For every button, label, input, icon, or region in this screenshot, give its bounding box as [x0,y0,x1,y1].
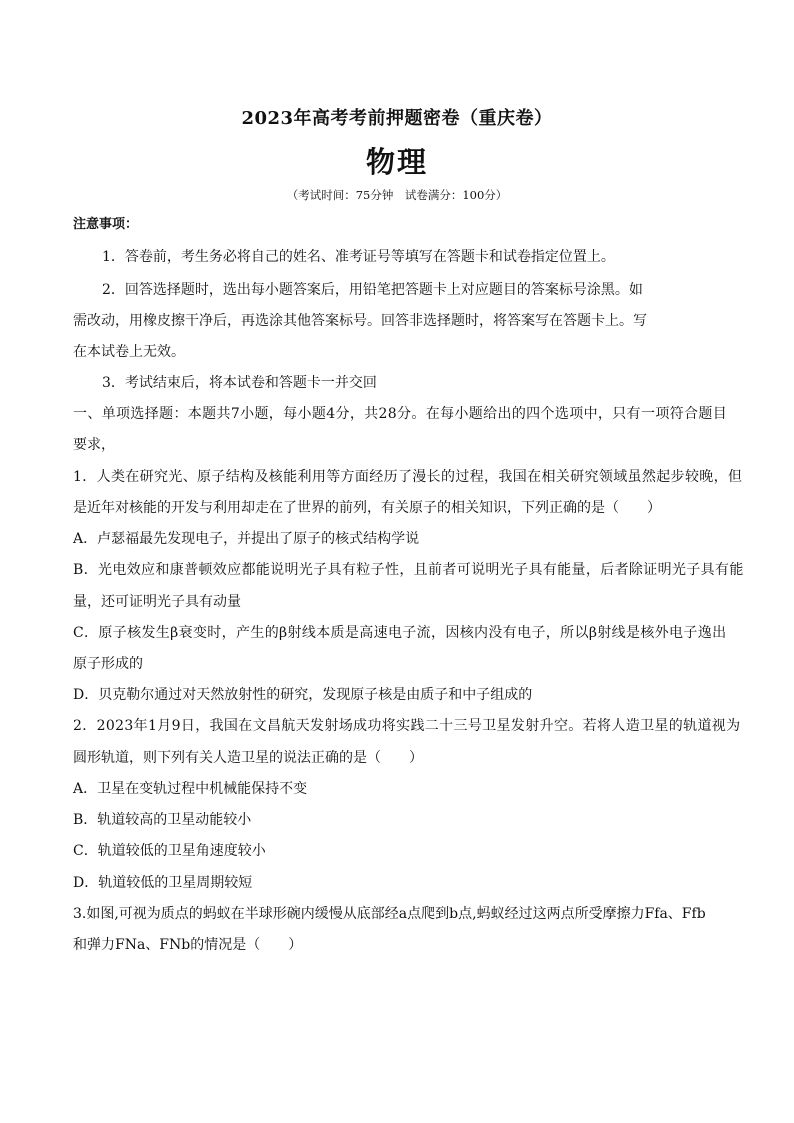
notes-heading: 注意事项： [73,217,139,232]
q2-option-a: A．卫星在变轨过程中机械能保持不变 [73,781,308,797]
q3-stem-line-2: 和弹力FNa、FNb的情况是（ ） [73,937,303,953]
section-heading-line-1: 一、单项选择题：本题共7小题，每小题4分，共28分。在每小题给出的四个选项中，只有一项符合题目 [73,406,728,422]
notes-item-1: 1．答卷前，考生务必将自己的姓名、准考证号等填写在答题卡和试卷指定位置上。 [102,249,615,265]
q1-option-d: D．贝克勒尔通过对天然放射性的研究，发现原子核是由质子和中子组成的 [73,687,533,703]
notes-item-2-line-2: 需改动，用橡皮擦干净后，再选涂其他答案标号。回答非选择题时，将答案写在答题卡上。写 [73,313,647,329]
exam-title: 2023年高考考前押题密卷（重庆卷） [241,108,553,129]
q1-option-c-line-2: 原子形成的 [73,656,143,672]
q1-stem-line-1: 1．人类在研究光、原子结构及核能利用等方面经历了漫长的过程，我国在相关研究领域虽然起步较晚，但 [73,469,743,485]
section-heading-line-2: 要求， [73,437,115,453]
notes-item-3: 3．考试结束后，将本试卷和答题卡一并交回 [102,375,377,391]
q2-option-d: D．轨道较低的卫星周期较短 [73,875,253,891]
q2-option-b: B．轨道较高的卫星动能较小 [73,812,252,828]
q1-stem-line-2: 是近年对核能的开发与利用却走在了世界的前列，有关原子的相关知识，下列正确的是（ ） [73,500,661,516]
q1-option-a: A．卢瑟福最先发现电子，并提出了原子的核式结构学说 [73,531,420,547]
q1-option-b-line-1: B．光电效应和康普顿效应都能说明光子具有粒子性，且前者可说明光子具有能量，后者除证明光子具有能 [73,562,744,578]
q2-option-c: C．轨道较低的卫星角速度较小 [73,843,266,859]
notes-item-2-line-3: 在本试卷上无效。 [73,344,185,360]
q1-option-b-line-2: 量，还可证明光子具有动量 [73,594,241,610]
subject-title: 物理 [365,145,428,179]
q2-stem-line-2: 圆形轨道，则下列有关人造卫星的说法正确的是（ ） [73,750,423,766]
q2-stem-line-1: 2．2023年1月9日，我国在文昌航天发射场成功将实践二十三号卫星发射升空。若将人造卫星的轨道视为 [73,718,741,734]
q3-stem-line-1: 3.如图,可视为质点的蚂蚁在半球形碗内缓慢从底部经a点爬到b点,蚂蚁经过这两点所受摩擦力Ffa、Ffb [73,906,706,922]
q1-option-c-line-1: C．原子核发生β衰变时，产生的β射线本质是高速电子流，因核内没有电子，所以β射线是核外电子逸出 [73,625,727,641]
notes-item-2-line-1: 2．回答选择题时，选出每小题答案后，用铅笔把答题卡上对应题目的答案标号涂黑。如 [102,282,643,298]
exam-info: （考试时间：75分钟 试卷满分：100分） [286,188,508,202]
